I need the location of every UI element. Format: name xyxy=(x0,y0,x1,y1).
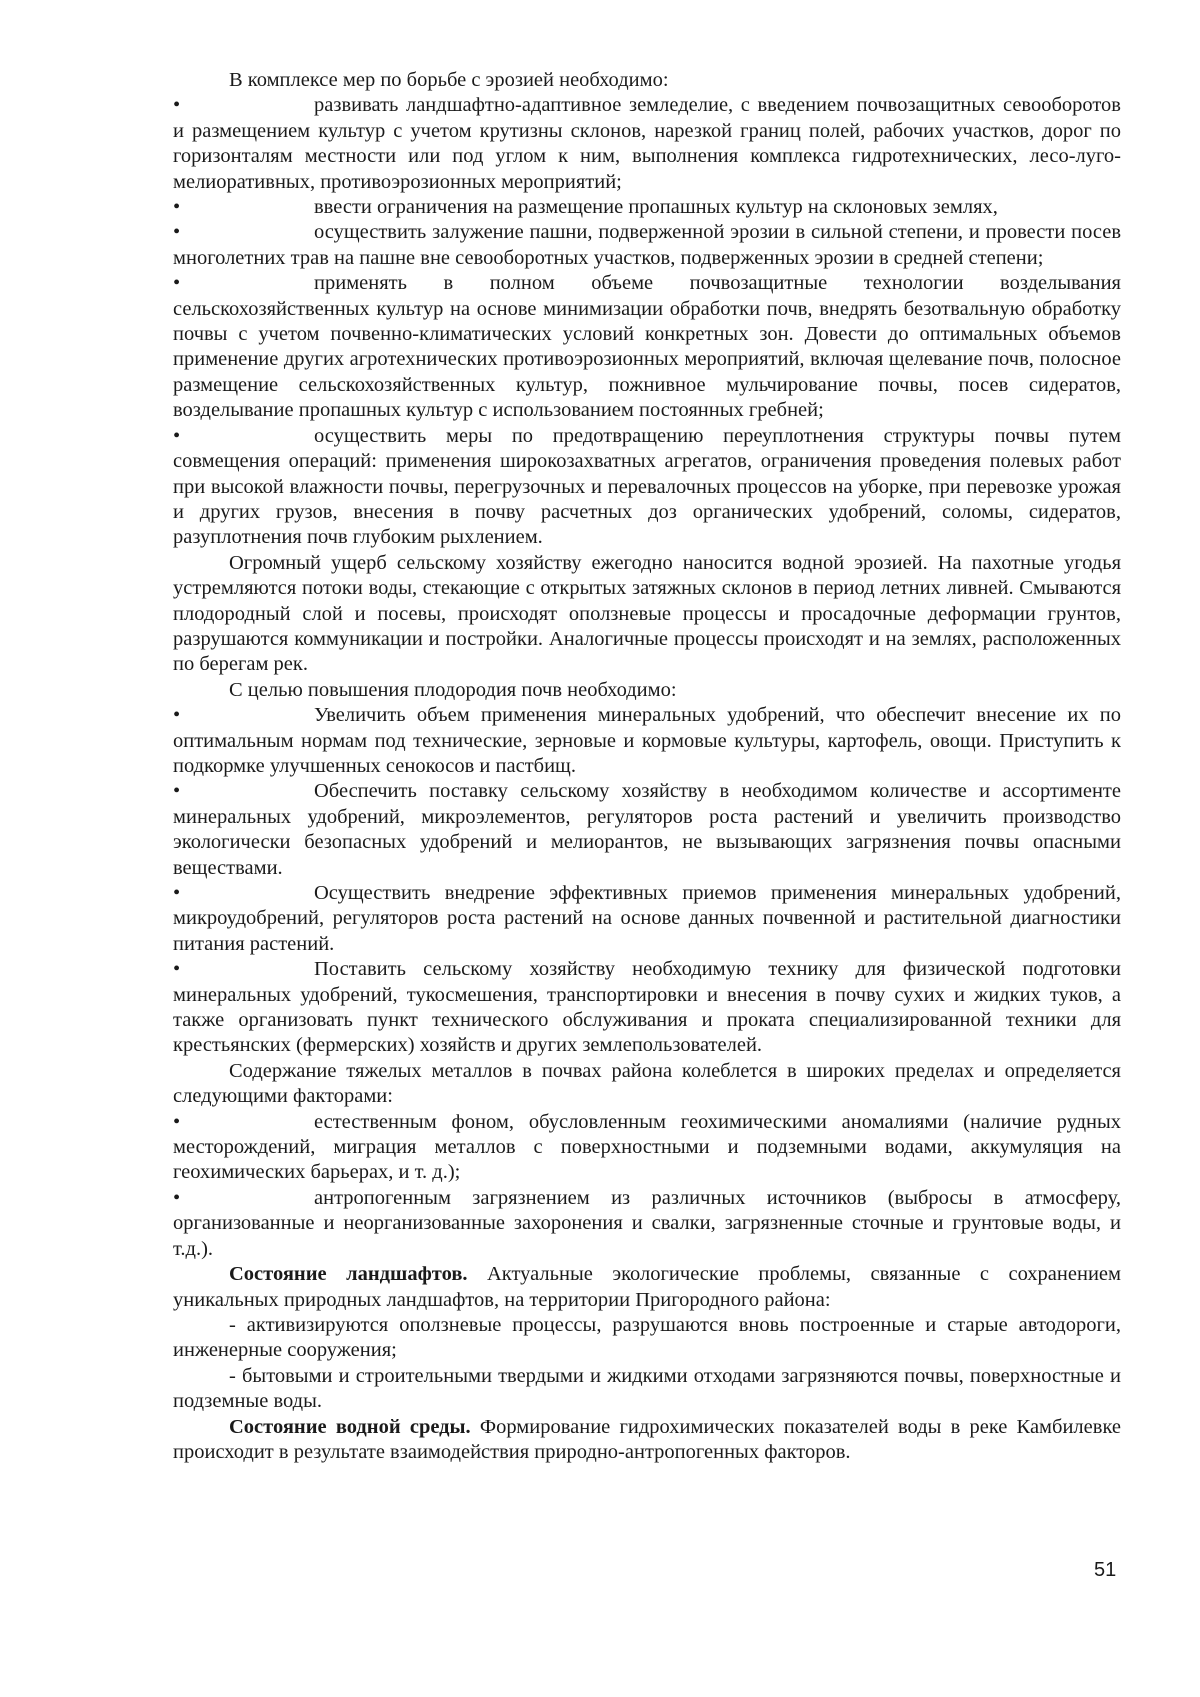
bullet-marker: • xyxy=(173,221,181,244)
page-number: 51 xyxy=(1094,1559,1117,1581)
erosion-intro: В комплексе мер по борьбе с эрозией необходимо: xyxy=(229,69,669,91)
landscape-item-2: - бытовыми и строительными твердыми и жидкими отходами загрязняются почвы, поверхностные и подземные воды. xyxy=(173,1364,1121,1413)
metals-bullet-2: • антропогенным загрязнением из различных источников (выбросы в атмосферу, организованные и неорганизованные захоронения и свалки, загрязненные сточные и грунтовые воды, и т.д.). xyxy=(173,1186,1121,1260)
bullet-marker: • xyxy=(173,94,181,117)
erosion-bullet-4: • применять в полном объеме почвозащитные технологии возделывания сельскохозяйственных культур на основе минимизации обработки почв, внедрять безотвальную обработку почвы с учетом почвенно-климатических условий конкретных зон. Довести до оптимальных объемов применение других агротехнических противоэрозионных мероприятий, включая щелевание почв, полосное размещение сельскохозяйственных культур, пожнивное мульчирование почвы, посев сидератов, возделывание пропашных культур с использованием постоянных гребней; xyxy=(173,272,1121,422)
fertility-bullet-2: • Обеспечить поставку сельскому хозяйству в необходимом количестве и ассортименте минеральных удобрений, микроэлементов, регуляторов роста растений и увеличить производство экологически безопасных удобрений и мелиорантов, не вызывающих загрязнения почвы опасными веществами. xyxy=(173,780,1121,879)
bullet-marker: • xyxy=(173,780,181,803)
bullet-marker: • xyxy=(173,958,181,981)
water-heading: Состояние водной среды. xyxy=(229,1415,471,1438)
erosion-bullet-2: • ввести ограничения на размещение пропашных культур на склоновых землях, xyxy=(173,195,1121,220)
fertility-bullet-1: • Увеличить объем применения минеральных удобрений, что обеспечит внесение их по оптимальным нормам под технические, зерновые и кормовые культуры, картофель, овощи. Приступить к подкормке улучшенных сенокосов и пастбищ. xyxy=(173,704,1121,777)
bullet-marker: • xyxy=(173,704,181,727)
fertility-bullet-4: • Поставить сельскому хозяйству необходимую технику для физической подготовки минеральных удобрений, тукосмешения, транспортировки и внесения в почву сухих и жидких туков, а также организовать пункт технического обслуживания и проката специализированной техники для крестьянских (фермерских) хозяйств и других землепользователей. xyxy=(173,958,1121,1057)
bullet-marker: • xyxy=(173,1186,181,1209)
water-text: Формирование гидрохимических показателей воды в реке Камбилевке происходит в результате взаимодействия природно-антропогенных факторов. xyxy=(173,1415,1121,1463)
erosion-bullet-3: • осуществить залужение пашни, подверженной эрозии в сильной степени, и провести посев многолетних трав на пашне вне севооборотных участков, подверженных эрозии в средней степени; xyxy=(173,221,1121,269)
bullet-marker: • xyxy=(173,424,181,447)
fertility-bullet-3: • Осуществить внедрение эффективных приемов применения минеральных удобрений, микроудобрений, регуляторов роста растений на основе данных почвенной и растительной диагностики питания растений. xyxy=(173,882,1121,955)
bullet-marker: • xyxy=(173,272,181,295)
document-body xyxy=(173,68,1121,1465)
landscape-heading: Состояние ландшафтов. xyxy=(229,1263,468,1286)
metals-intro: Содержание тяжелых металлов в почвах района колеблется в широких пределах и определяется следующими факторами: xyxy=(173,1059,1121,1108)
landscape-paragraph xyxy=(173,1262,1121,1313)
water-erosion-paragraph: Огромный ущерб сельскому хозяйству ежегодно наносится водной эрозией. На пахотные угодья устремляются потоки воды, стекающие с открытых затяжных склонов в период летних ливней. Смываются плодородный слой и посевы, происходят оползневые процессы и просадочные деформации грунтов, разрушаются коммуникации и постройки. Аналогичные процессы происходят и на землях, расположенных по берегам рек. xyxy=(173,551,1121,676)
erosion-bullet-5: • осуществить меры по предотвращению переуплотнения структуры почвы путем совмещения операций: применения широкозахватных агрегатов, ограничения проведения полевых работ при высокой влажности почвы, перегрузочных и перевалочных процессов на уборке, при перевозке урожая и других грузов, внесения в почву расчетных доз органических удобрений, соломы, сидератов, разуплотнения почв глубоким рыхлением. xyxy=(173,424,1121,549)
fertility-intro: С целью повышения плодородия почв необходимо: xyxy=(229,678,677,701)
bullet-marker: • xyxy=(173,1110,181,1133)
bullet-marker: • xyxy=(173,882,181,904)
water-paragraph xyxy=(173,1415,1121,1466)
bullet-marker: • xyxy=(173,196,181,219)
landscape-text: Актуальные экологические проблемы, связанные с сохранением уникальных природных ландшафтов, на территории Пригородного района: xyxy=(173,1263,1121,1311)
erosion-bullet-1: • развивать ландшафтно-адаптивное земледелие, с введением почвозащитных севооборотов и размещением культур с учетом крутизны склонов, нарезкой границ полей, рабочих участков, дорог по горизонталям местности или под углом к ним, выполнения комплекса гидротехнических, лесо-луго-мелиоративных, противоэрозионных мероприятий; xyxy=(173,94,1121,193)
landscape-item-1: - активизируются оползневые процессы, разрушаются вновь построенные и старые автодороги, инженерные сооружения; xyxy=(173,1313,1121,1362)
metals-bullet-1: • естественным фоном, обусловленным геохимическими аномалиями (наличие рудных месторождений, миграция металлов с поверхностными и подземными водами, аккумуляция на геохимических барьерах, и т. д.); xyxy=(173,1110,1121,1184)
